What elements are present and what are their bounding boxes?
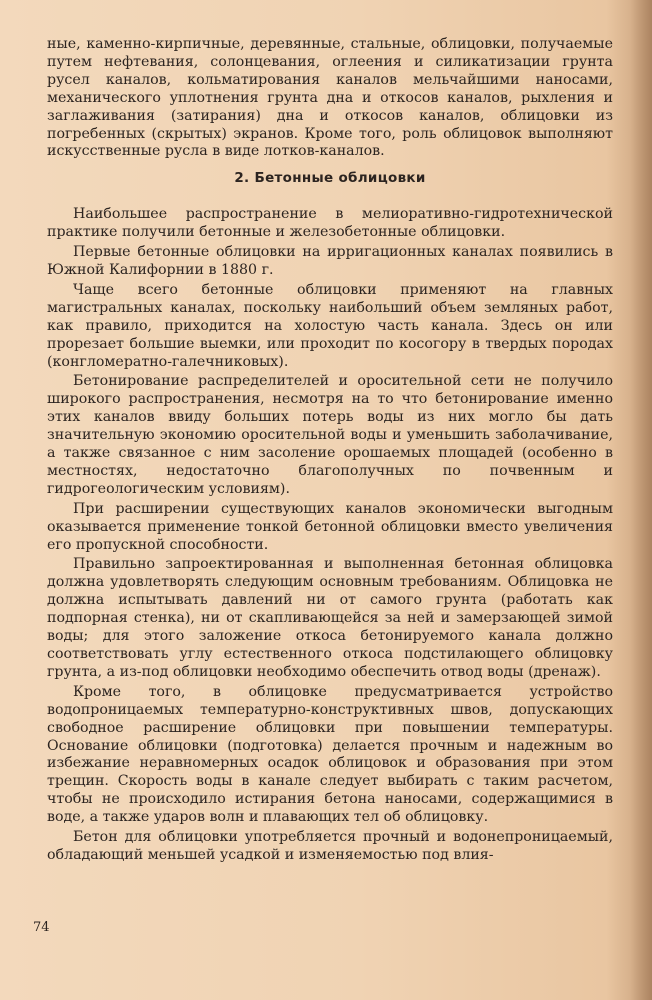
page-text — [47, 36, 613, 867]
paragraph-intro-continuation: ные, каменно-кирпичные, деревянные, стальные, облицовки, получаемые путем нефтевания, солонцевания, оглеения и силикатизации грунта русел каналов, кольматирования каналов мельчайшими наносами, механического уплотнения грунта дна и откосов каналов, рыхления и заглаживания (затирания) дна и откосов каналов, облицовки из погребенных (скрытых) экранов. Кроме того, роль облицовок выполняют искусственные русла в виде лотков-каналов. — [47, 36, 613, 160]
paragraph-7: Кроме того, в облицовке предусматривается устройство водопроницаемых температурно-конструктивных швов, допускающих свободное расширение облицовки при повышении температуры. Основание облицовки (подготовка) делается прочным и надежным во избежание неравномерных осадок облицовок и образования при этом трещин. Скорость воды в канале следует выбирать с таким расчетом, чтобы не происходило истирания бетона наносами, содержащимися в воде, а также ударов волн и плавающих тел об облицовку. — [47, 683, 613, 826]
paragraph-4: Бетонирование распределителей и оросительной сети не получило широкого распространения, несмотря на то что бетонирование именно этих каналов ввиду больших потерь воды из них могло бы дать значительную экономию оросительной воды и уменьшить заболачивание, а также связанное с ним засоление орошаемых площадей (особенно в местностях, недостаточно благополучных по почвенным и гидрогеологическим условиям). — [47, 373, 613, 497]
section-heading: 2. Бетонные облицовки — [234, 170, 426, 187]
paragraph-8: Бетон для облицовки употребляется прочный и водонепроницаемый, обладающий меньшей усадкой и изменяемостью под влия- — [47, 829, 613, 863]
page-number: 74 — [33, 920, 50, 935]
paragraph-1: Наибольшее распространение в мелиоративно-гидротехнической практике получили бетонные и железобетонные облицовки. — [47, 206, 613, 241]
paragraph-3: Чаще всего бетонные облицовки применяют на главных магистральных каналах, поскольку наибольший объем земляных работ, как правило, приходится на холостую часть канала. Здесь он или прорезает большие выемки, или проходит по косогору в твердых породах (конгломератно-галечниковых). — [47, 281, 613, 370]
paragraph-5: При расширении существующих каналов экономически выгодным оказывается применение тонкой бетонной облицовки вместо увеличения его пропускной способности. — [47, 500, 613, 553]
paragraph-6: Правильно запроектированная и выполненная бетонная облицовка должна удовлетворять следующим основным требованиям. Облицовка не должна испытывать давлений ни от самого грунта (работать как подпорная стенка), ни от скапливающейся за ней и замерзающей зимой воды; для этого заложение откоса бетонируемого канала должно соответствовать углу естественного откоса подстилающего облицовку грунта, а из-под облицовки необходимо обеспечить отвод воды (дренаж). — [47, 556, 613, 680]
paragraph-2: Первые бетонные облицовки на ирригационных каналах появились в Южной Калифорнии в 1880 г. — [47, 244, 613, 278]
page-edge-shadow — [630, 0, 652, 1000]
